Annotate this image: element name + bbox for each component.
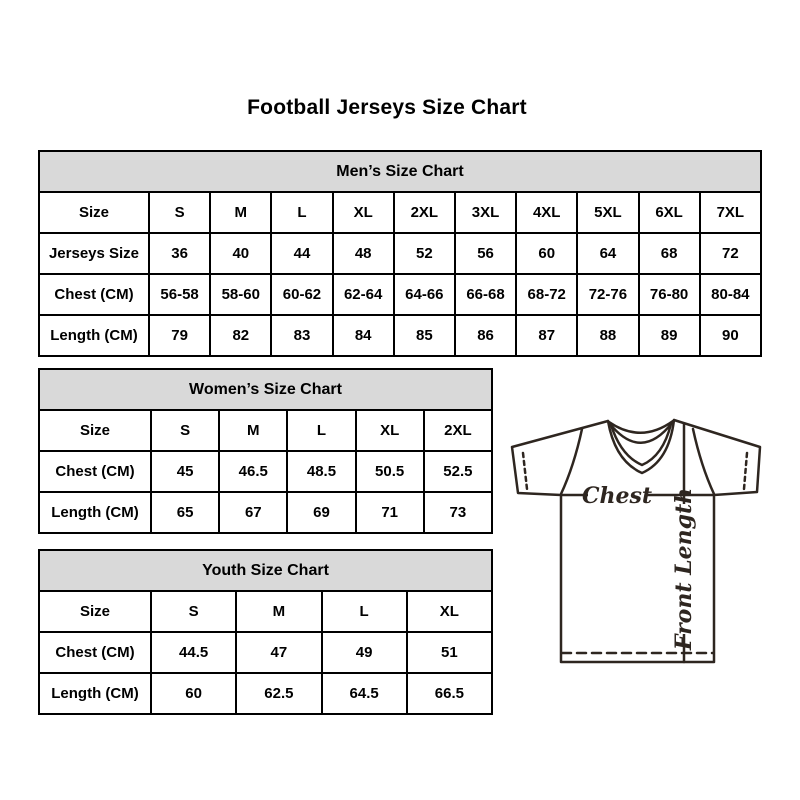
- youth-table-title: Youth Size Chart: [39, 550, 492, 591]
- womens-table-title: Women’s Size Chart: [39, 369, 492, 410]
- value-cell: 2XL: [424, 410, 492, 451]
- right-cuff-stitch: [744, 453, 747, 489]
- table-row: [39, 315, 761, 356]
- value-cell: 7XL: [700, 192, 761, 233]
- value-cell: 73: [424, 492, 492, 533]
- table-row: [39, 451, 492, 492]
- value-cell: 76-80: [639, 274, 700, 315]
- value-cell: 60-62: [271, 274, 332, 315]
- table-row: [39, 632, 492, 673]
- value-cell: 85: [394, 315, 455, 356]
- value-cell: 52: [394, 233, 455, 274]
- value-cell: 49: [322, 632, 407, 673]
- value-cell: XL: [407, 591, 492, 632]
- collar-inner-v: [611, 424, 671, 465]
- value-cell: 48.5: [287, 451, 355, 492]
- value-cell: 90: [700, 315, 761, 356]
- value-cell: 60: [516, 233, 577, 274]
- table-header-row: [39, 550, 492, 591]
- value-cell: 64.5: [322, 673, 407, 714]
- row-label-cell: Chest (CM): [39, 451, 151, 492]
- value-cell: 62.5: [236, 673, 321, 714]
- value-cell: M: [219, 410, 287, 451]
- value-cell: 86: [455, 315, 516, 356]
- value-cell: 48: [333, 233, 394, 274]
- table-row: [39, 673, 492, 714]
- mens-size-table: [38, 150, 762, 357]
- value-cell: 72: [700, 233, 761, 274]
- left-sleeve-seam: [561, 429, 582, 494]
- value-cell: 64-66: [394, 274, 455, 315]
- value-cell: 52.5: [424, 451, 492, 492]
- value-cell: L: [287, 410, 355, 451]
- left-cuff-stitch: [523, 453, 527, 489]
- value-cell: 51: [407, 632, 492, 673]
- value-cell: XL: [333, 192, 394, 233]
- value-cell: 66.5: [407, 673, 492, 714]
- value-cell: 64: [577, 233, 638, 274]
- row-label-cell: Chest (CM): [39, 632, 151, 673]
- value-cell: 65: [151, 492, 219, 533]
- jersey-diagram: [498, 396, 780, 672]
- chest-label: Chest: [581, 483, 653, 509]
- value-cell: 84: [333, 315, 394, 356]
- value-cell: 44.5: [151, 632, 236, 673]
- value-cell: S: [151, 410, 219, 451]
- value-cell: 2XL: [394, 192, 455, 233]
- value-cell: 4XL: [516, 192, 577, 233]
- table-row: [39, 591, 492, 632]
- value-cell: 3XL: [455, 192, 516, 233]
- table-header-row: [39, 151, 761, 192]
- row-label-cell: Length (CM): [39, 315, 149, 356]
- value-cell: 40: [210, 233, 271, 274]
- value-cell: S: [149, 192, 210, 233]
- value-cell: 66-68: [455, 274, 516, 315]
- value-cell: S: [151, 591, 236, 632]
- row-label-cell: Size: [39, 192, 149, 233]
- value-cell: 6XL: [639, 192, 700, 233]
- value-cell: 56-58: [149, 274, 210, 315]
- value-cell: 79: [149, 315, 210, 356]
- value-cell: 5XL: [577, 192, 638, 233]
- table-row: [39, 192, 761, 233]
- value-cell: 47: [236, 632, 321, 673]
- youth-size-table: [38, 549, 493, 715]
- value-cell: 58-60: [210, 274, 271, 315]
- value-cell: XL: [356, 410, 424, 451]
- value-cell: 36: [149, 233, 210, 274]
- value-cell: L: [271, 192, 332, 233]
- value-cell: 56: [455, 233, 516, 274]
- value-cell: 50.5: [356, 451, 424, 492]
- value-cell: 46.5: [219, 451, 287, 492]
- value-cell: 87: [516, 315, 577, 356]
- value-cell: 67: [219, 492, 287, 533]
- value-cell: 68: [639, 233, 700, 274]
- table-header-row: [39, 369, 492, 410]
- value-cell: 68-72: [516, 274, 577, 315]
- table-row: [39, 274, 761, 315]
- row-label-cell: Jerseys Size: [39, 233, 149, 274]
- value-cell: 83: [271, 315, 332, 356]
- value-cell: L: [322, 591, 407, 632]
- table-row: [39, 492, 492, 533]
- right-sleeve-seam: [693, 429, 714, 494]
- value-cell: 60: [151, 673, 236, 714]
- value-cell: 72-76: [577, 274, 638, 315]
- value-cell: 44: [271, 233, 332, 274]
- value-cell: 45: [151, 451, 219, 492]
- table-row: [39, 410, 492, 451]
- front-length-label: Front Length: [671, 487, 697, 651]
- jersey-outline: [512, 420, 760, 662]
- value-cell: 62-64: [333, 274, 394, 315]
- value-cell: 88: [577, 315, 638, 356]
- page-title: Football Jerseys Size Chart: [247, 96, 527, 119]
- row-label-cell: Length (CM): [39, 673, 151, 714]
- value-cell: 89: [639, 315, 700, 356]
- row-label-cell: Size: [39, 591, 151, 632]
- value-cell: M: [236, 591, 321, 632]
- womens-size-table: [38, 368, 493, 534]
- table-row: [39, 233, 761, 274]
- row-label-cell: Size: [39, 410, 151, 451]
- value-cell: 80-84: [700, 274, 761, 315]
- row-label-cell: Length (CM): [39, 492, 151, 533]
- value-cell: 82: [210, 315, 271, 356]
- row-label-cell: Chest (CM): [39, 274, 149, 315]
- value-cell: M: [210, 192, 271, 233]
- mens-table-title: Men’s Size Chart: [39, 151, 761, 192]
- value-cell: 71: [356, 492, 424, 533]
- value-cell: 69: [287, 492, 355, 533]
